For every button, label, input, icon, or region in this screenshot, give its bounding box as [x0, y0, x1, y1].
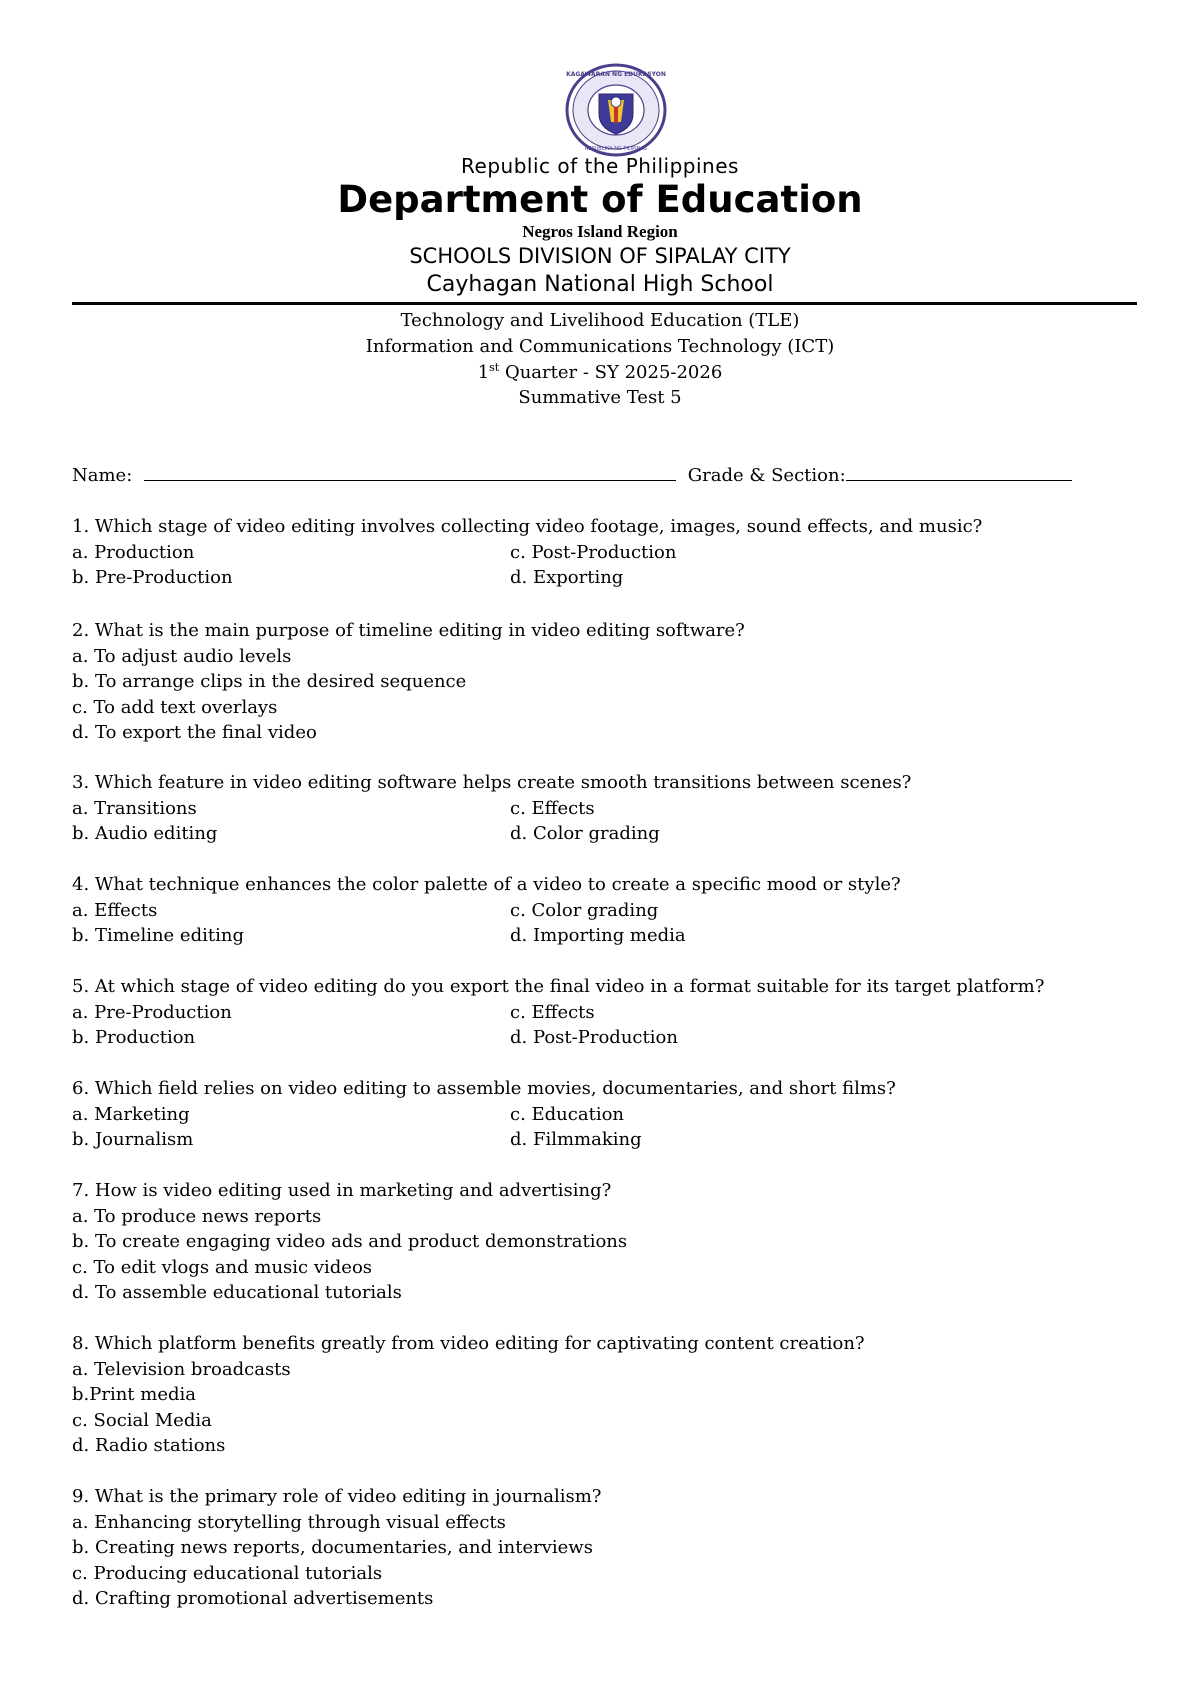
svg-text:KAGAWARAN NG EDUKASYON: KAGAWARAN NG EDUKASYON [566, 71, 666, 78]
question-9 [72, 1484, 1152, 1612]
department-title: Department of Education [337, 178, 863, 221]
division-name: SCHOOLS DIVISION OF SIPALAY CITY [409, 244, 791, 268]
answer-option[interactable]: c. Color grading [510, 899, 659, 921]
question-2 [72, 618, 1152, 746]
answer-option[interactable]: d. To assemble educational tutorials [72, 1282, 402, 1304]
option-row [72, 796, 1152, 822]
answer-option[interactable]: b. Journalism [72, 1129, 194, 1151]
answer-option[interactable]: d. Filmmaking [510, 1129, 642, 1151]
answer-option[interactable]: b. To arrange clips in the desired sequence [72, 671, 467, 693]
answer-option[interactable]: a. To adjust audio levels [72, 645, 292, 667]
svg-text:REPUBLIKA NG PILIPINAS: REPUBLIKA NG PILIPINAS [585, 146, 647, 152]
answer-option[interactable]: d. Post-Production [510, 1027, 678, 1049]
answer-option[interactable]: a. Television broadcasts [72, 1358, 291, 1380]
question-stem: 8. Which platform benefits greatly from video editing for captivating content creation? [72, 1333, 865, 1354]
course-line: Information and Communications Technology (ICT) [365, 336, 835, 357]
subject-line: Technology and Livelihood Education (TLE) [400, 310, 800, 331]
option-row [72, 1025, 1152, 1051]
question-stem: 5. At which stage of video editing do you export the final video in a format suitable for its target platform? [72, 976, 1045, 997]
grade-section-field[interactable] [846, 462, 1072, 481]
question-stem: 6. Which field relies on video editing to assemble movies, documentaries, and short films? [72, 1078, 896, 1099]
question-stem: 7. How is video editing used in marketing and advertising? [72, 1180, 612, 1201]
school-name: Cayhagan National High School [426, 272, 774, 297]
option-row [72, 1127, 1152, 1153]
option-row [72, 565, 1152, 591]
question-6 [72, 1076, 1152, 1153]
region-name: Negros Island Region [522, 222, 678, 241]
answer-option[interactable]: a. To produce news reports [72, 1205, 322, 1227]
option-row [72, 1102, 1152, 1128]
quarter-line: 1st Quarter - SY 2025-2026 [477, 361, 723, 383]
test-title: Summative Test 5 [518, 387, 682, 408]
answer-option[interactable]: b. Audio editing [72, 823, 218, 845]
answer-option[interactable]: b. Production [72, 1027, 196, 1049]
answer-option[interactable]: d. Radio stations [72, 1435, 226, 1457]
deped-seal-icon [563, 62, 669, 158]
answer-option[interactable]: a. Marketing [72, 1103, 190, 1125]
answer-option[interactable]: b. Timeline editing [72, 925, 244, 947]
answer-option[interactable]: b. Creating news reports, documentaries, and interviews [72, 1537, 593, 1559]
option-row [72, 1000, 1152, 1026]
question-8 [72, 1331, 1152, 1459]
grade-section-label: Grade & Section: [687, 465, 846, 486]
option-row [72, 821, 1152, 847]
question-stem: 1. Which stage of video editing involves collecting video footage, images, sound effects, and music? [72, 516, 983, 537]
question-7 [72, 1178, 1152, 1306]
question-3 [72, 770, 1152, 847]
answer-option[interactable]: a. Transitions [72, 797, 197, 819]
header-divider [72, 302, 1137, 305]
answer-option[interactable]: c. To add text overlays [72, 696, 278, 718]
republic-heading: Republic of the Philippines [461, 154, 739, 178]
answer-option[interactable]: d. Crafting promotional advertisements [72, 1588, 434, 1610]
answer-option[interactable]: d. Color grading [510, 823, 660, 845]
option-row [72, 540, 1152, 566]
answer-option[interactable]: a. Enhancing storytelling through visual effects [72, 1511, 506, 1533]
answer-option[interactable]: c. Effects [510, 1001, 595, 1023]
answer-option[interactable]: c. Education [510, 1103, 625, 1125]
question-1 [72, 514, 1152, 591]
answer-option[interactable]: a. Pre-Production [72, 1001, 232, 1023]
question-stem: 2. What is the main purpose of timeline editing in video editing software? [72, 620, 745, 641]
answer-option[interactable]: c. Post-Production [510, 541, 677, 563]
answer-option[interactable]: a. Production [72, 541, 195, 563]
name-label: Name: [72, 465, 133, 486]
name-field[interactable] [144, 462, 676, 481]
answer-option[interactable]: c. Social Media [72, 1409, 212, 1431]
answer-option[interactable]: d. To export the final video [72, 722, 317, 744]
question-stem: 9. What is the primary role of video editing in journalism? [72, 1486, 602, 1507]
answer-option[interactable]: d. Importing media [510, 925, 686, 947]
student-info-row [72, 462, 1072, 486]
answer-option[interactable]: d. Exporting [510, 567, 624, 589]
answer-option[interactable]: c. Effects [510, 797, 595, 819]
answer-option[interactable]: b.Print media [72, 1384, 196, 1406]
answer-option[interactable]: a. Effects [72, 899, 158, 921]
question-stem: 4. What technique enhances the color palette of a video to create a specific mood or style? [72, 874, 901, 895]
question-4 [72, 872, 1152, 949]
answer-option[interactable]: c. To edit vlogs and music videos [72, 1256, 373, 1278]
answer-option[interactable]: b. To create engaging video ads and product demonstrations [72, 1231, 628, 1253]
option-row [72, 898, 1152, 924]
option-row [72, 923, 1152, 949]
answer-option[interactable]: b. Pre-Production [72, 567, 233, 589]
question-5 [72, 974, 1152, 1051]
question-stem: 3. Which feature in video editing software helps create smooth transitions between scenes? [72, 772, 912, 793]
answer-option[interactable]: c. Producing educational tutorials [72, 1562, 383, 1584]
